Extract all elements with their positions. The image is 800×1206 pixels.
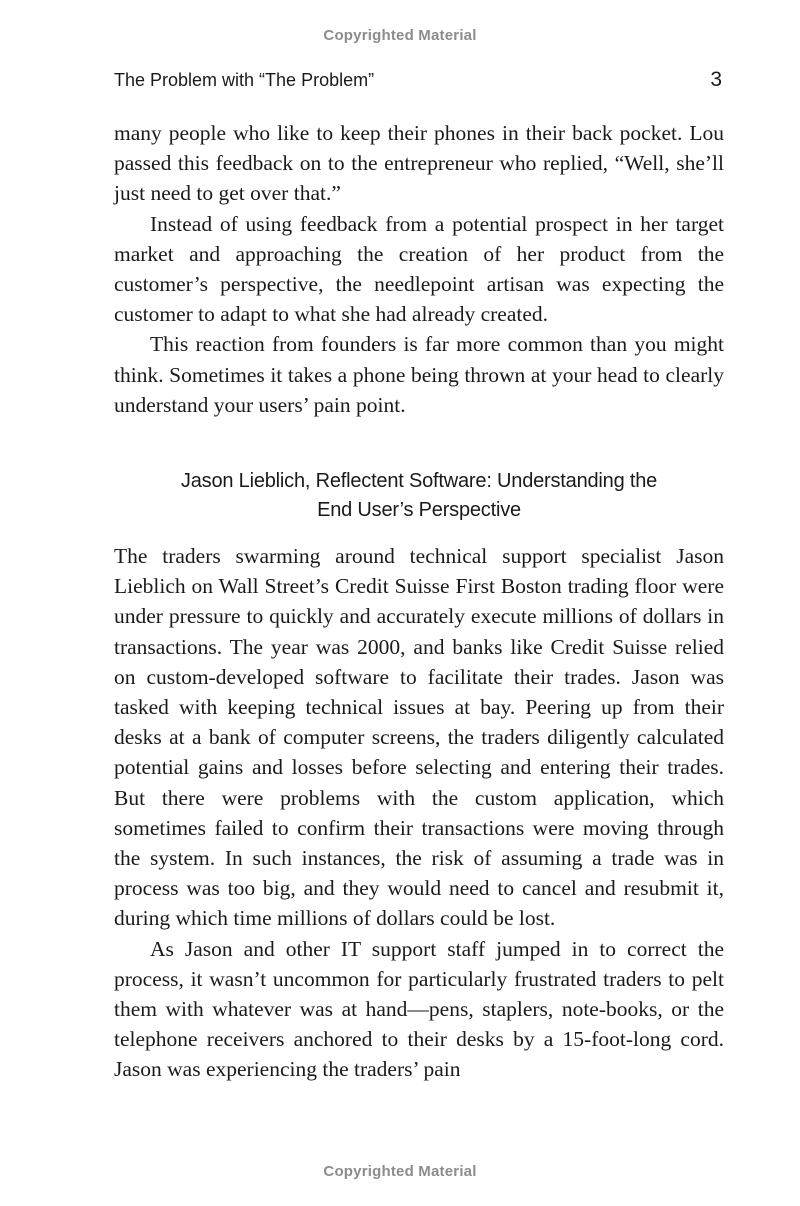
body-text-top	[114, 118, 724, 420]
paragraph: This reaction from founders is far more common than you might think. Sometimes it takes a phone being thrown at your head to clearly understand your users’ pain point.	[114, 332, 724, 417]
paragraph: Instead of using feedback from a potential prospect in her target market and approaching the creation of her product from the customer’s perspective, the needlepoint artisan was expecting the customer to adapt to what she had already created.	[114, 211, 724, 327]
chapter-running-title: The Problem with “The Problem”	[114, 70, 375, 90]
paragraph: The traders swarming around technical support specialist Jason Lieblich on Wall Street’s Credit Suisse First Boston trading floor were under pressure to quickly and accurately execute millions of dollars in transactions. The year was 2000, and banks like Credit Suisse relied on custom-developed software to facilitate their trades. Jason was tasked with keeping technical issues at bay. Peering up from their desks at a bank of computer screens, the traders diligently calculated potential gains and losses before selecting and entering their trades. But there were problems with the custom application, which sometimes failed to confirm their transactions were moving through the system. In such instances, the risk of assuming a trade was in process was too big, and they would need to cancel and resubmit it, during which time millions of dollars could be lost.	[114, 544, 724, 931]
copyright-watermark-top: Copyrighted Material	[323, 27, 477, 44]
body-text-bottom	[114, 541, 724, 1085]
section-heading-line: End User’s Perspective	[317, 499, 521, 521]
section-heading	[114, 467, 724, 525]
running-header	[114, 68, 724, 94]
section-heading-line: Jason Lieblich, Reflectent Software: Understanding the	[180, 470, 658, 492]
paragraph: many people who like to keep their phones in their back pocket. Lou passed this feedback on to the entrepreneur who replied, “Well, she’ll just need to get over that.”	[114, 121, 724, 206]
paragraph: As Jason and other IT support staff jumped in to correct the process, it wasn’t uncommon for particularly frustrated traders to pelt them with whatever was at hand—pens, staplers, note-books, or the telephone receivers anchored to their desks by a 15-foot-long cord. Jason was experiencing the traders’ pain	[114, 936, 724, 1082]
copyright-watermark-bottom: Copyrighted Material	[323, 1163, 477, 1180]
page-number: 3	[710, 68, 722, 91]
